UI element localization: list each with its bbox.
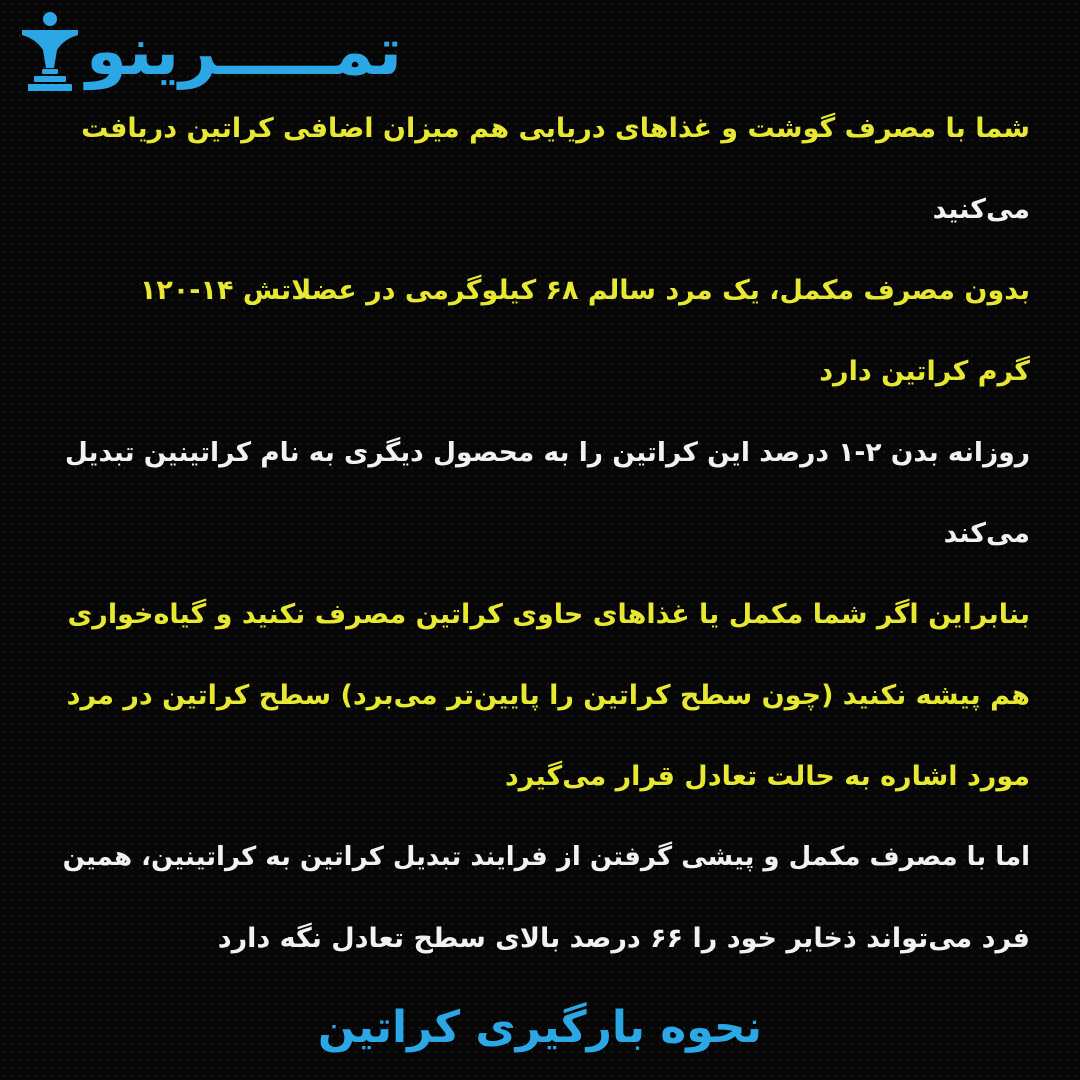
text-line: روزانه بدن ۲-۱ درصد این کراتین را به محصول دیگری به نام کراتینین تبدیل [64, 437, 1030, 468]
text-line: فرد می‌تواند ذخایر خود را ۶۶ درصد بالای سطح تعادل نگه دارد [217, 923, 1030, 954]
chess-pawn-trophy-icon [18, 10, 82, 94]
text-line: بدون مصرف مکمل، یک مرد سالم ۶۸ کیلوگرمی در عضلاتش ۱۴-۱۲۰ [139, 275, 1030, 306]
text-line: می‌کند [943, 518, 1030, 549]
text-line: مورد اشاره به حالت تعادل قرار می‌گیرد [504, 761, 1030, 792]
text-line: هم پیشه نکنید (چون سطح کراتین را پایین‌تر می‌برد) سطح کراتین در مرد [66, 680, 1030, 711]
text-line: بنابراین اگر شما مکمل یا غذاهای حاوی کراتین مصرف نکنید و گیاه‌خواری [67, 599, 1030, 630]
brand-name: تمـــــرینو [86, 13, 402, 90]
footer-title: نحوه بارگیری کراتین [317, 1002, 763, 1053]
text-line: می‌کنید [932, 194, 1030, 225]
text-line: گرم کراتین دارد [819, 356, 1030, 387]
text-line: شما با مصرف گوشت و غذاهای دریایی هم میزان اضافی کراتین دریافت [81, 113, 1030, 144]
text-line: اما با مصرف مکمل و پیشی گرفتن از فرایند تبدیل کراتین به کراتینین، همین [62, 842, 1030, 872]
brand-logo [18, 8, 402, 96]
article-body [52, 88, 1030, 979]
